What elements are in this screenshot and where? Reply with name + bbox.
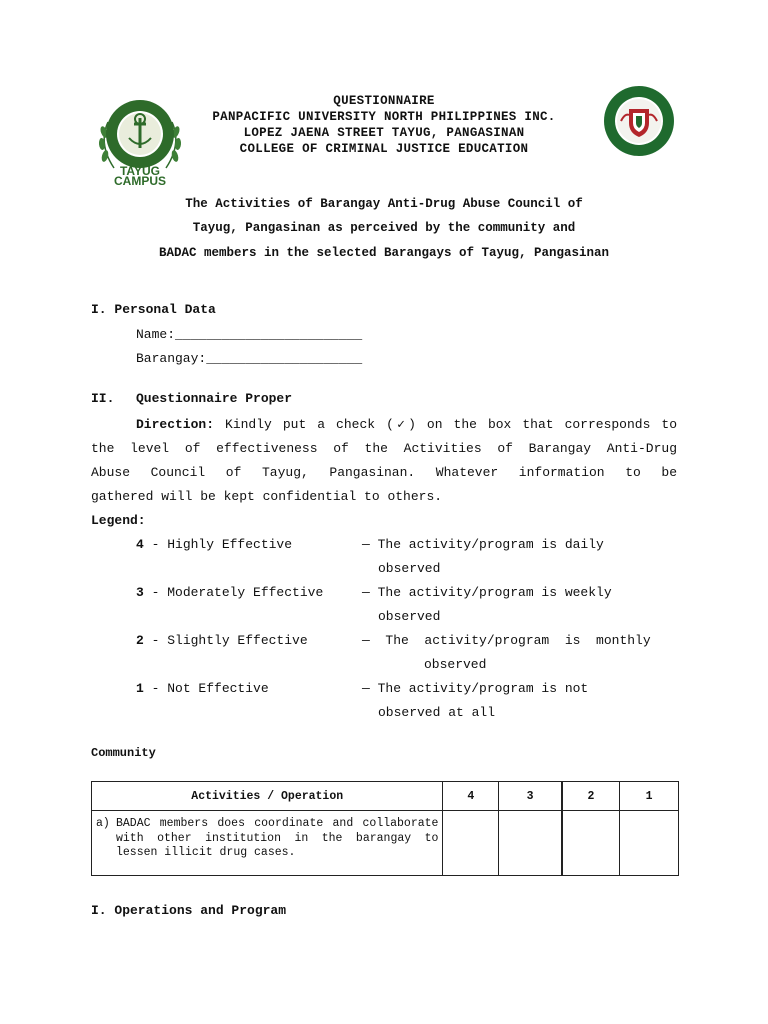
rating-table bbox=[91, 781, 679, 876]
direction-line-4: gathered will be kept confidential to others. bbox=[91, 489, 443, 504]
legend-num: 3 bbox=[136, 585, 144, 600]
legend-name: - Moderately Effective bbox=[143, 585, 324, 600]
legend-name: - Slightly Effective bbox=[143, 633, 308, 648]
study-title-line-1: The Activities of Barangay Anti-Drug Abuse Council of bbox=[185, 197, 583, 211]
legend-desc-4a: — The activity/program is daily bbox=[362, 537, 604, 552]
direction-line-2: the level of effectiveness of the Activities of Barangay Anti-Drug bbox=[91, 441, 677, 456]
name-field[interactable]: Name:________________________ bbox=[136, 327, 363, 342]
legend-name: - Highly Effective bbox=[143, 537, 293, 552]
direction-text: Kindly put a check (✓) on the box that corresponds to bbox=[214, 417, 677, 432]
rating-checkbox-1[interactable] bbox=[620, 811, 679, 876]
activity-letter: a) bbox=[96, 817, 110, 830]
legend-item-3 bbox=[136, 585, 323, 600]
legend-item-4 bbox=[136, 537, 292, 552]
legend-desc-3a: — The activity/program is weekly bbox=[362, 585, 612, 600]
operations-program-heading: I. Operations and Program bbox=[91, 903, 287, 918]
legend-desc-2b: observed bbox=[424, 657, 487, 672]
university-address: LOPEZ JAENA STREET TAYUG, PANGASINAN bbox=[243, 126, 525, 140]
rating-checkbox-3[interactable] bbox=[499, 811, 562, 876]
legend-desc-1a: — The activity/program is not bbox=[362, 681, 589, 696]
university-name: PANPACIFIC UNIVERSITY NORTH PHILIPPINES INC. bbox=[212, 110, 556, 124]
legend-desc-3b: observed bbox=[378, 609, 441, 624]
legend-desc-1b: observed at all bbox=[378, 705, 496, 720]
questionnaire-proper-heading: Questionnaire Proper bbox=[136, 391, 293, 406]
doc-type-heading: QUESTIONNAIRE bbox=[333, 94, 435, 108]
direction-line-3: Abuse Council of Tayug, Pangasinan. Whatever information to be bbox=[91, 465, 677, 480]
legend-desc-2a: — The activity/program is monthly bbox=[362, 633, 651, 648]
study-title-line-3: BADAC members in the selected Barangays of Tayug, Pangasinan bbox=[158, 246, 610, 260]
logo-caption-campus: CAMPUS bbox=[113, 174, 166, 188]
table-row bbox=[92, 811, 679, 876]
community-label: Community bbox=[91, 746, 156, 760]
college-name: COLLEGE OF CRIMINAL JUSTICE EDUCATION bbox=[239, 142, 529, 156]
activity-text: BADAC members does coordinate and collaborate with other institution in the barangay to lessen illicit drug cases. bbox=[116, 817, 439, 859]
personal-data-heading: I. Personal Data bbox=[91, 302, 216, 317]
legend-num: 2 bbox=[136, 633, 144, 648]
legend-num: 1 bbox=[136, 681, 144, 696]
header-activities: Activities / Operation bbox=[92, 782, 443, 811]
legend-num: 4 bbox=[136, 537, 144, 552]
legend-item-2 bbox=[136, 633, 308, 648]
header-rating-1: 1 bbox=[620, 782, 679, 811]
rating-checkbox-2[interactable] bbox=[562, 811, 620, 876]
activity-cell bbox=[92, 811, 443, 876]
legend-desc-4b: observed bbox=[378, 561, 441, 576]
legend-name: - Not Effective bbox=[143, 681, 269, 696]
rating-checkbox-4[interactable] bbox=[443, 811, 499, 876]
header-rating-2: 2 bbox=[562, 782, 620, 811]
legend-item-1 bbox=[136, 681, 269, 696]
logo-caption-tayug: TAYUG bbox=[119, 164, 160, 178]
header-rating-4: 4 bbox=[443, 782, 499, 811]
legend-label: Legend: bbox=[91, 513, 146, 528]
header-rating-3: 3 bbox=[499, 782, 562, 811]
study-title-line-2: Tayug, Pangasinan as perceived by the community and bbox=[192, 221, 576, 235]
section-number: II. bbox=[91, 391, 115, 406]
direction-label: Direction: bbox=[136, 417, 215, 432]
table-header-row bbox=[92, 782, 679, 811]
barangay-field[interactable]: Barangay:____________________ bbox=[136, 351, 363, 366]
direction-line-1 bbox=[136, 417, 677, 432]
